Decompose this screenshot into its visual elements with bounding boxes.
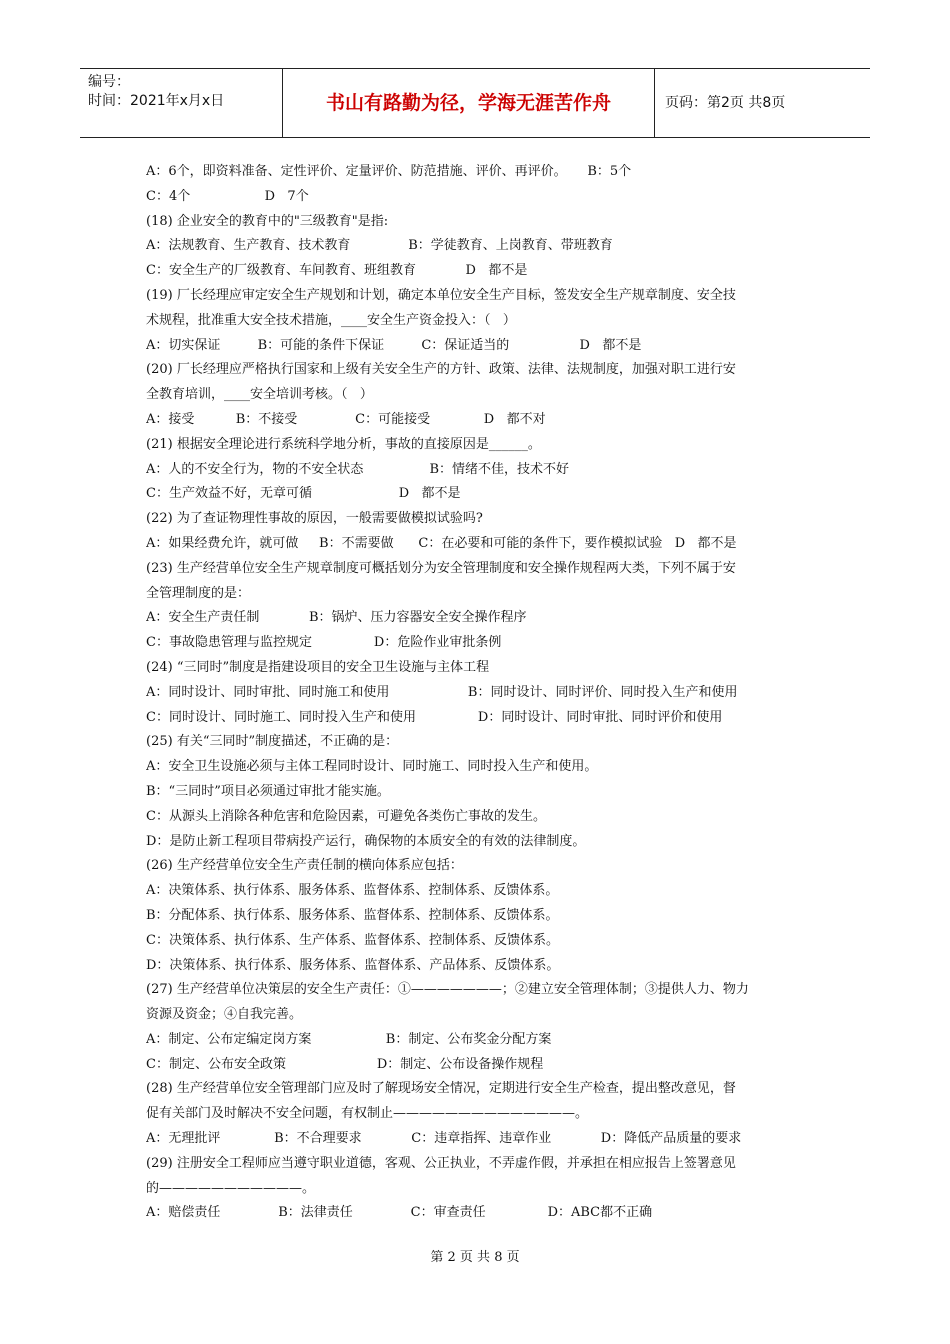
text-line: (26) 生产经营单位安全生产责任制的横向体系应包括： [146,858,463,874]
text-line: (23) 生产经营单位安全生产规章制度可概括划分为安全管理制度和安全操作规程两大类，下列不属于安 [146,560,736,576]
text-line: C：安全生产的厂级教育、车间教育、班组教育 D 都不是 [146,263,528,279]
text-line: 术规程，批准重大安全技术措施，____安全生产资金投入：（ ） [146,312,516,328]
text-line: A：安全卫生设施必须与主体工程同时设计、同时施工、同时投入生产和使用。 [146,759,598,775]
question-content [146,160,816,1226]
text-line: A：制定、公布定编定岗方案 B：制定、公布奖金分配方案 [146,1031,552,1047]
text-line: A：如果经费允许，就可做 B：不需要做 C：在必要和可能的条件下，要作模拟试验 D 都不是 [146,535,737,551]
time-label: 时间：2021年x月x日 [88,93,225,109]
text-line: C：从源头上消除各种危害和危险因素，可避免各类伤亡事故的发生。 [146,808,546,824]
text-line: (25) 有关“三同时”制度描述，不正确的是： [146,734,399,750]
text-line: (24) “三同时”制度是指建设项目的安全卫生设施与主体工程 [146,659,490,675]
motto: 书山有路勤为径，学海无涯苦作舟 [283,69,655,137]
text-line: (18) 企业安全的教育中的"三级教育"是指: [146,213,389,229]
text-line: C：制定、公布安全政策 D：制定、公布设备操作规程 [146,1056,544,1072]
text-line: C：生产效益不好，无章可循 D 都不是 [146,486,461,502]
page-indicator: 页码：第2页 共8页 [665,95,786,111]
text-line: (20) 厂长经理应严格执行国家和上级有关安全生产的方针、政策、法律、法规制度，加强对职工进行安 [146,362,736,378]
text-line: C：同时设计、同时施工、同时投入生产和使用 D：同时设计、同时审批、同时评价和使用 [146,709,723,725]
text-line: C：4个 D 7个 [146,188,309,204]
text-line: C：事故隐患管理与监控规定 D：危险作业审批条例 [146,635,502,651]
text-line: C：决策体系、执行体系、生产体系、监督体系、控制体系、反馈体系。 [146,932,559,948]
text-line: 全教育培训，____安全培训考核。（ ） [146,387,373,403]
text-line: (19) 厂长经理应审定安全生产规划和计划，确定本单位安全生产目标，签发安全生产规章制度、安全技 [146,287,736,303]
text-line: A：法规教育、生产教育、技术教育 B：学徒教育、上岗教育、带班教育 [146,238,613,254]
text-line: D：决策体系、执行体系、服务体系、监督体系、产品体系、反馈体系。 [146,957,560,973]
text-line: 资源及资金；④自我完善。 [146,1007,303,1023]
page-footer: 第 2 页 共 8 页 [430,1250,520,1265]
text-line: A：切实保证 B：可能的条件下保证 C：保证适当的 D 都不是 [146,337,642,353]
text-line: B：分配体系、执行体系、服务体系、监督体系、控制体系、反馈体系。 [146,907,559,923]
number-label: 编号： [88,74,130,90]
text-line: A：同时设计、同时审批、同时施工和使用 B：同时设计、同时评价、同时投入生产和使用 [146,684,738,700]
text-line: A：6个，即资料准备、定性评价、定量评价、防范措施、评价、再评价。 B：5个 [146,164,632,179]
text-line: D：是防止新工程项目带病投产运行，确保物的本质安全的有效的法律制度。 [146,833,586,849]
text-line: A：无理批评 B：不合理要求 C：违章指挥、违章作业 D：降低产品质量的要求 [146,1131,742,1147]
text-line: (29) 注册安全工程师应当遵守职业道德，客观、公正执业，不弄虚作假，并承担在相应报告上签署意见 [146,1155,736,1171]
text-line: (21) 根据安全理论进行系统科学地分析，事故的直接原因是______。 [146,436,541,452]
text-line: 促有关部门及时解决不安全问题，有权制止——————————————。 [146,1106,589,1122]
text-line: (22) 为了查证物理性事故的原因，一般需要做模拟试验吗? [146,511,483,527]
text-line: B：“三同时”项目必须通过审批才能实施。 [146,783,390,799]
text-line: A：人的不安全行为，物的不安全状态 B：情绪不佳，技术不好 [146,461,570,477]
text-line: A：决策体系、执行体系、服务体系、监督体系、控制体系、反馈体系。 [146,883,559,899]
text-line: (28) 生产经营单位安全管理部门应及时了解现场安全情况，定期进行安全生产检查，提出整改意见，督 [146,1081,736,1097]
text-line: A：接受 B：不接受 C：可能接受 D 都不对 [146,411,546,427]
header-meta [80,69,283,137]
page-header [80,68,870,138]
text-line: A：赔偿责任 B：法律责任 C：审查责任 D：ABC都不正确 [146,1205,653,1221]
text-line: 全管理制度的是： [146,585,251,601]
text-line: 的———————————。 [146,1180,316,1196]
text-line: A：安全生产责任制 B：锅炉、压力容器安全安全操作程序 [146,610,527,626]
text-line: (27) 生产经营单位决策层的安全生产责任：①———————；②建立安全管理体制；③提供人力、物力 [146,982,749,998]
